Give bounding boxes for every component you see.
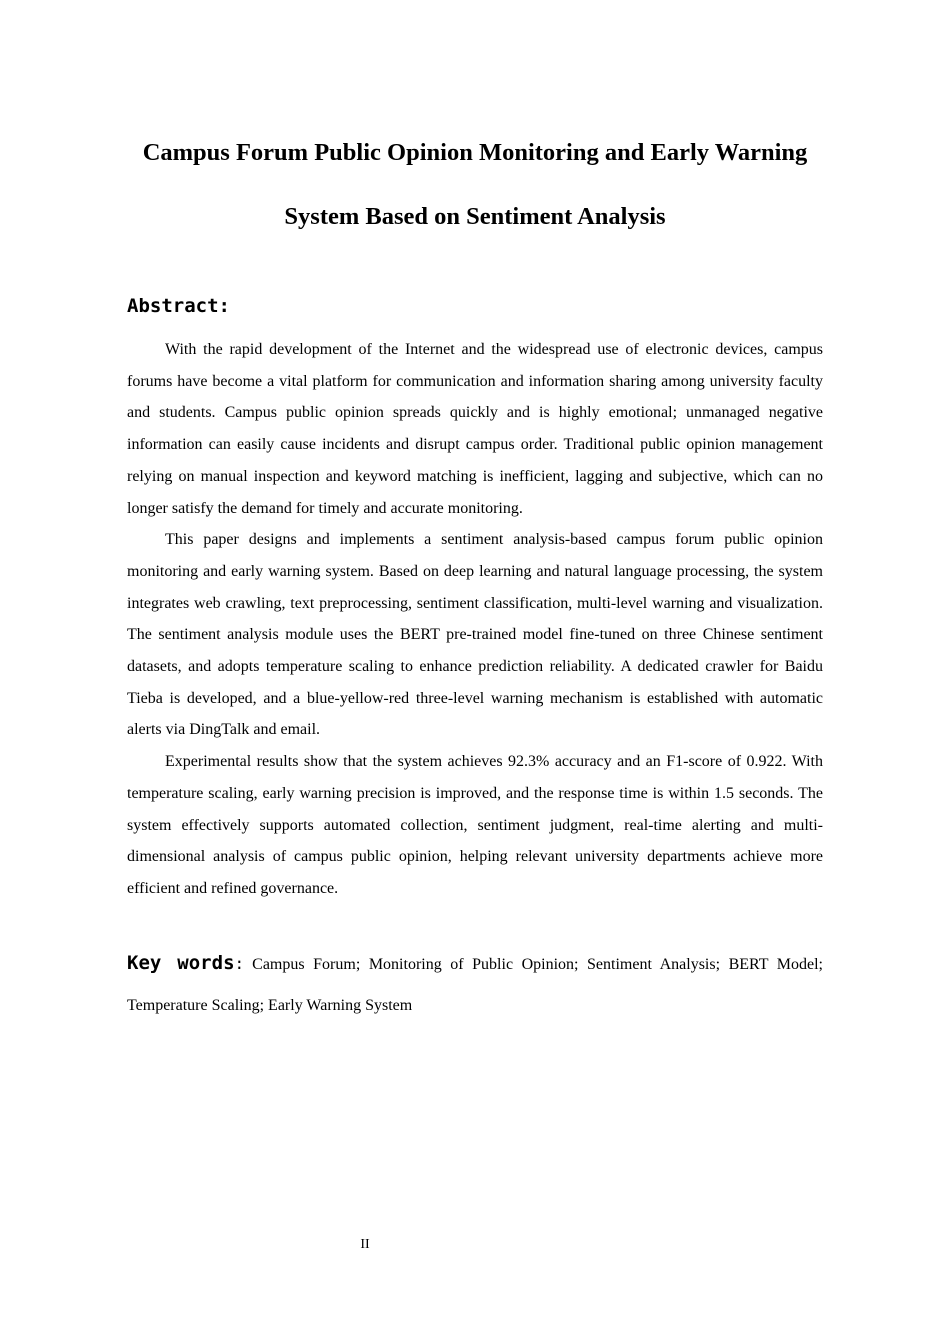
- abstract-heading: Abstract:: [127, 295, 230, 317]
- paper-title-line-1: Campus Forum Public Opinion Monitoring and Early Warning: [142, 139, 808, 166]
- keywords-text: Campus Forum; Monitoring of Public Opinion; Sentiment Analysis; BERT Model; Temperature Scaling; Early Warning System: [127, 956, 824, 1014]
- abstract-paragraph-1: With the rapid development of the Internet and the widespread use of electronic devices, campus forums have become a vital platform for communication and information sharing among university faculty and students. Campus public opinion spreads quickly and is highly emotional; unmanaged negative information can easily cause incidents and disrupt campus order. Traditional public opinion management relying on manual inspection and keyword matching is inefficient, lagging and subjective, which can no longer satisfy the demand for timely and accurate monitoring.: [127, 341, 823, 517]
- keywords-separator: :: [234, 954, 245, 973]
- abstract-body: [127, 334, 823, 905]
- abstract-paragraph-3: Experimental results show that the system achieves 92.3% accuracy and an F1-score of 0.922. With temperature scaling, early warning precision is improved, and the response time is within 1.5 seconds. The system effectively supports automated collection, sentiment judgment, real-time alerting and multi-dimensional analysis of campus public opinion, helping relevant university departments achieve more efficient and refined governance.: [127, 753, 823, 897]
- paper-title-line-2: System Based on Sentiment Analysis: [284, 203, 666, 230]
- keywords-section: [127, 943, 823, 1026]
- abstract-paragraph-2: This paper designs and implements a sentiment analysis-based campus forum public opinion monitoring and early warning system. Based on deep learning and natural language processing, the system integrates web crawling, text preprocessing, sentiment classification, multi-level warning and visualization. The sentiment analysis module uses the BERT pre-trained model fine-tuned on three Chinese sentiment datasets, and adopts temperature scaling to enhance prediction reliability. A dedicated crawler for Baidu Tieba is developed, and a blue-yellow-red three-level warning mechanism is established with automatic alerts via DingTalk and email.: [127, 531, 823, 739]
- keywords-label: Key words: [127, 952, 235, 974]
- paper-title: [110, 121, 840, 249]
- page-number: II: [360, 1237, 370, 1252]
